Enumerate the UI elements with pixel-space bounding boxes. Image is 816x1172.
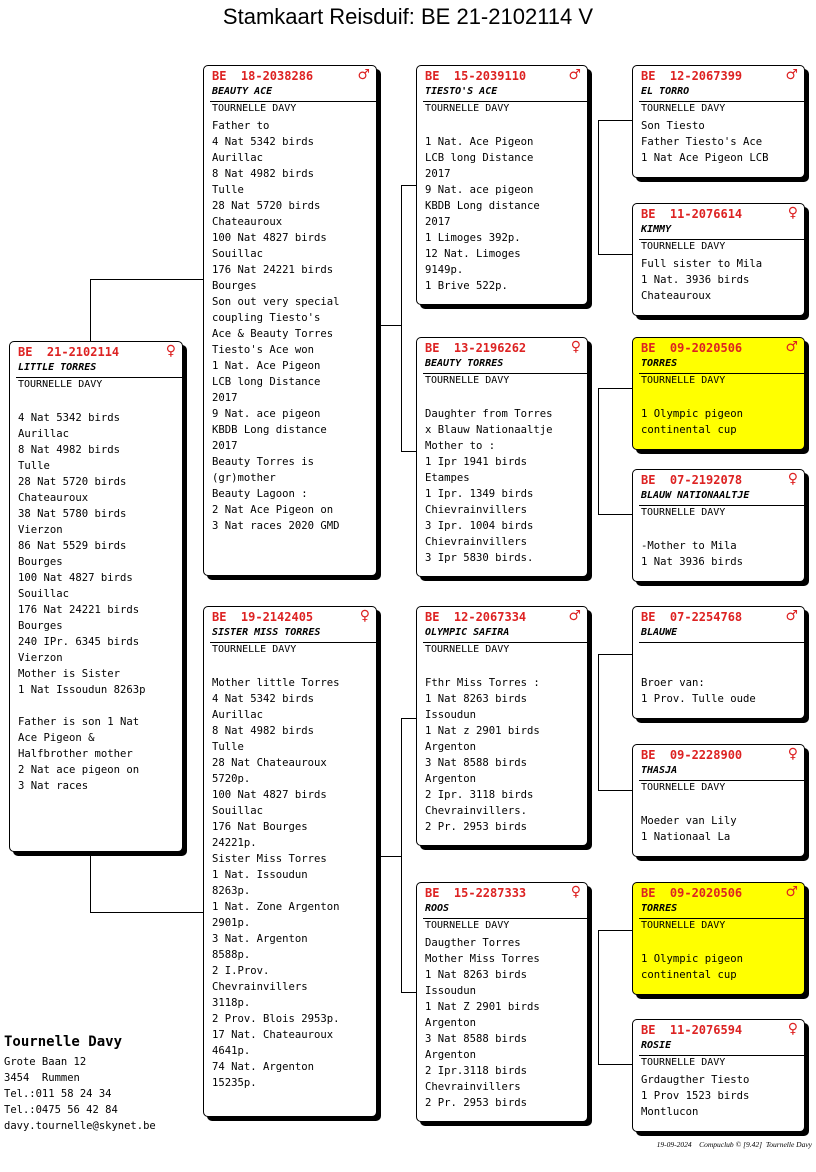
divider (639, 239, 804, 240)
pigeon-description: -Mother to Mila 1 Nat 3936 birds (641, 540, 744, 568)
pigeon-description: Moeder van Lily 1 Nationaal La (641, 815, 737, 843)
divider (639, 101, 804, 102)
pigeon-description: Daughter from Torres x Blauw Nationaaltje Mother to : 1 Ipr 1941 birds Etampes 1 Ipr. 1349 birds Chievrainvillers 3 Ipr. 1004 birds Chievrainvillers 3 Ipr 5830 birds. (425, 408, 553, 564)
owner-name: TOURNELLE DAVY (641, 1057, 726, 1068)
ring-number: BE 11-2076594 (641, 1023, 743, 1037)
ring-number: BE 21-2102114 (18, 345, 120, 359)
ring-number: BE 12-2067334 (425, 610, 527, 624)
divider (639, 642, 804, 643)
connector-line (401, 185, 402, 451)
print-footer: 19-09-2024 Compuclub © [9.42] Tournelle Davy (656, 1140, 812, 1149)
owner-name: TOURNELLE DAVY (641, 782, 726, 793)
pigeon-description: 1 Olympic pigeon continental cup (641, 408, 744, 436)
breeder-address: Grote Baan 12 3454 Rummen Tel.:011 58 24 34 Tel.:0475 56 42 84 davy.tournelle@skynet.be (4, 1056, 156, 1132)
connector-line (377, 856, 401, 857)
pigeon-card-granddam-paternal[interactable] (416, 337, 588, 577)
ring-number: BE 09-2228900 (641, 748, 743, 762)
connector-line (377, 325, 401, 326)
divider (639, 918, 804, 919)
owner-name: TOURNELLE DAVY (212, 644, 297, 655)
pigeon-card-ggd-3[interactable] (632, 744, 805, 857)
pigeon-name: SISTER MISS TORRES (212, 627, 321, 638)
ring-number: BE 09-2020506 (641, 341, 743, 355)
divider (423, 642, 587, 643)
connector-line (90, 279, 204, 280)
pigeon-name: BEAUTY TORRES (425, 358, 504, 369)
connector-line (598, 254, 633, 255)
pigeon-name: BEAUTY ACE (212, 86, 273, 97)
male-icon: ♂ (357, 67, 370, 83)
connector-line (598, 514, 633, 515)
pigeon-description: Full sister to Mila 1 Nat. 3936 birds Chateauroux (641, 258, 763, 302)
breeder-name: Tournelle Davy (4, 1034, 123, 1050)
pigeon-description: Mother little Torres 4 Nat 5342 birds Aurillac 8 Nat 4982 birds Tulle 28 Nat Chateauroux 5720p. 100 Nat 4827 birds Souillac 176 Nat Bourges 24221p. Sister Miss Torres 1 Nat. Issoudun 8263p. 1 Nat. Zone Argenton 2901p. 3 Nat. Argenton 8588p. 2 I.Prov. Chevrainvillers 3118p. 2 Prov. Blois 2953p. 17 Nat. Chateauroux 4641p. 74 Nat. Argenton 15235p. (212, 677, 340, 1089)
pigeon-card-ggs-4[interactable] (632, 882, 805, 995)
owner-name: TOURNELLE DAVY (425, 644, 510, 655)
connector-line (598, 1064, 633, 1065)
connector-line (598, 930, 599, 1064)
connector-line (401, 718, 402, 992)
ring-number: BE 09-2020506 (641, 886, 743, 900)
connector-line (401, 185, 417, 186)
female-icon: ♀ (787, 746, 798, 762)
divider (210, 642, 376, 643)
breeder-info (4, 1034, 156, 1134)
pigeon-name: THASJA (641, 765, 678, 776)
owner-name: TOURNELLE DAVY (425, 103, 510, 114)
divider (639, 780, 804, 781)
pigeon-name: KIMMY (641, 224, 672, 235)
pigeon-description: Grdaugther Tiesto 1 Prov 1523 birds Montlucon (641, 1074, 750, 1118)
pigeon-name: TIESTO'S ACE (425, 86, 498, 97)
connector-line (598, 790, 633, 791)
connector-line (598, 654, 633, 655)
owner-name: TOURNELLE DAVY (425, 920, 510, 931)
ring-number: BE 13-2196262 (425, 341, 527, 355)
owner-name: TOURNELLE DAVY (641, 241, 726, 252)
pigeon-card-ggs-3[interactable] (632, 606, 805, 719)
pigeon-description: Daugther Torres Mother Miss Torres 1 Nat 8263 birds Issoudun 1 Nat Z 2901 birds Argenton 3 Nat 8588 birds Argenton 2 Ipr.3118 birds Chevrainvillers 2 Pr. 2953 birds (425, 937, 540, 1109)
ring-number: BE 19-2142405 (212, 610, 314, 624)
divider (639, 1055, 804, 1056)
pigeon-card-granddam-maternal[interactable] (416, 882, 588, 1122)
pigeon-name: LITTLE TORRES (18, 362, 97, 373)
ring-number: BE 07-2192078 (641, 473, 743, 487)
ring-number: BE 12-2067399 (641, 69, 743, 83)
pigeon-name: OLYMPIC SAFIRA (425, 627, 510, 638)
page-title: Stamkaart Reisduif: BE 21-2102114 V (222, 4, 594, 29)
connector-line (598, 120, 599, 254)
divider (423, 373, 587, 374)
pigeon-name: TORRES (641, 358, 678, 369)
pigeon-description: 4 Nat 5342 birds Aurillac 8 Nat 4982 birds Tulle 28 Nat 5720 birds Chateauroux 38 Nat 5780 birds Vierzon 86 Nat 5529 birds Bourges 100 Nat 4827 birds Souillac 176 Nat 24221 birds Bourges 240 IPr. 6345 birds Vierzon Mother is Sister 1 Nat Issoudun 8263p Father is son 1 Nat Ace Pigeon & Halfbrother mother 2 Nat ace pigeon on 3 Nat races (18, 412, 146, 792)
male-icon: ♂ (785, 339, 798, 355)
divider (639, 373, 804, 374)
female-icon: ♀ (570, 884, 581, 900)
pigeon-name: TORRES (641, 903, 678, 914)
pigeon-card-ggs-1[interactable] (632, 65, 805, 178)
owner-name: TOURNELLE DAVY (641, 103, 726, 114)
pigeon-card-dam[interactable] (203, 606, 377, 1117)
female-icon: ♀ (359, 608, 370, 624)
connector-line (401, 451, 417, 452)
female-icon: ♀ (570, 339, 581, 355)
connector-line (90, 279, 91, 342)
pigeon-card-sire[interactable] (203, 65, 377, 576)
ring-number: BE 18-2038286 (212, 69, 314, 83)
pigeon-card-ggd-2[interactable] (632, 469, 805, 582)
pigeon-name: BLAUWE (641, 627, 678, 638)
female-icon: ♀ (787, 205, 798, 221)
female-icon: ♀ (787, 1021, 798, 1037)
pigeon-description: Son Tiesto Father Tiesto's Ace 1 Nat Ace Pigeon LCB (641, 120, 769, 164)
female-icon: ♀ (165, 343, 176, 359)
connector-line (90, 852, 91, 912)
pigeon-description: Broer van: 1 Prov. Tulle oude (641, 677, 756, 705)
divider (423, 101, 587, 102)
male-icon: ♂ (785, 884, 798, 900)
ring-number: BE 11-2076614 (641, 207, 743, 221)
ring-number: BE 15-2287333 (425, 886, 527, 900)
connector-line (598, 120, 633, 121)
male-icon: ♂ (568, 67, 581, 83)
connector-line (598, 388, 633, 389)
male-icon: ♂ (785, 608, 798, 624)
pigeon-name: EL TORRO (641, 86, 690, 97)
pigeon-description: Father to 4 Nat 5342 birds Aurillac 8 Nat 4982 birds Tulle 28 Nat 5720 birds Chateauroux 100 Nat 4827 birds Souillac 176 Nat 24221 birds Bourges Son out very special coupling Tiesto's Ace & Beauty Torres Tiesto's Ace won 1 Nat. Ace Pigeon LCB long Distance 2017 9 Nat. ace pigeon KBDB Long distance 2017 Beauty Torres is (gr)mother Beauty Lagoon : 2 Nat Ace Pigeon on 3 Nat races 2020 GMD (212, 120, 340, 532)
owner-name: TOURNELLE DAVY (641, 507, 726, 518)
male-icon: ♂ (568, 608, 581, 624)
pigeon-name: BLAUW NATIONAALTJE (641, 490, 750, 501)
pigeon-card-grandsire-paternal[interactable] (416, 65, 588, 305)
pigeon-description: 1 Nat. Ace Pigeon LCB long Distance 2017 9 Nat. ace pigeon KBDB Long distance 2017 1 Limoges 392p. 12 Nat. Limoges 9149p. 1 Brive 522p. (425, 136, 540, 292)
ring-number: BE 15-2039110 (425, 69, 527, 83)
connector-line (401, 718, 417, 719)
owner-name: TOURNELLE DAVY (18, 379, 103, 390)
pigeon-card-ggs-2[interactable] (632, 337, 805, 450)
owner-name: TOURNELLE DAVY (425, 375, 510, 386)
connector-line (90, 912, 204, 913)
pigeon-card-subject[interactable] (9, 341, 183, 852)
pigeon-card-ggd-4[interactable] (632, 1019, 805, 1132)
female-icon: ♀ (787, 471, 798, 487)
male-icon: ♂ (785, 67, 798, 83)
pigeon-name: ROOS (425, 903, 450, 914)
pigeon-description: 1 Olympic pigeon continental cup (641, 953, 744, 981)
pigeon-card-grandsire-maternal[interactable] (416, 606, 588, 846)
ring-number: BE 07-2254768 (641, 610, 743, 624)
owner-name: TOURNELLE DAVY (212, 103, 297, 114)
owner-name: TOURNELLE DAVY (641, 920, 726, 931)
divider (423, 918, 587, 919)
owner-name: TOURNELLE DAVY (641, 375, 726, 386)
pigeon-card-ggd-1[interactable] (632, 203, 805, 316)
connector-line (598, 930, 633, 931)
connector-line (401, 992, 417, 993)
divider (639, 505, 804, 506)
pigeon-name: ROSIE (641, 1040, 672, 1051)
divider (16, 377, 182, 378)
connector-line (598, 654, 599, 790)
pigeon-description: Fthr Miss Torres : 1 Nat 8263 birds Issoudun 1 Nat z 2901 birds Argenton 3 Nat 8588 birds Argenton 2 Ipr. 3118 birds Chevrainvillers. 2 Pr. 2953 birds (425, 677, 540, 833)
connector-line (598, 388, 599, 514)
divider (210, 101, 376, 102)
